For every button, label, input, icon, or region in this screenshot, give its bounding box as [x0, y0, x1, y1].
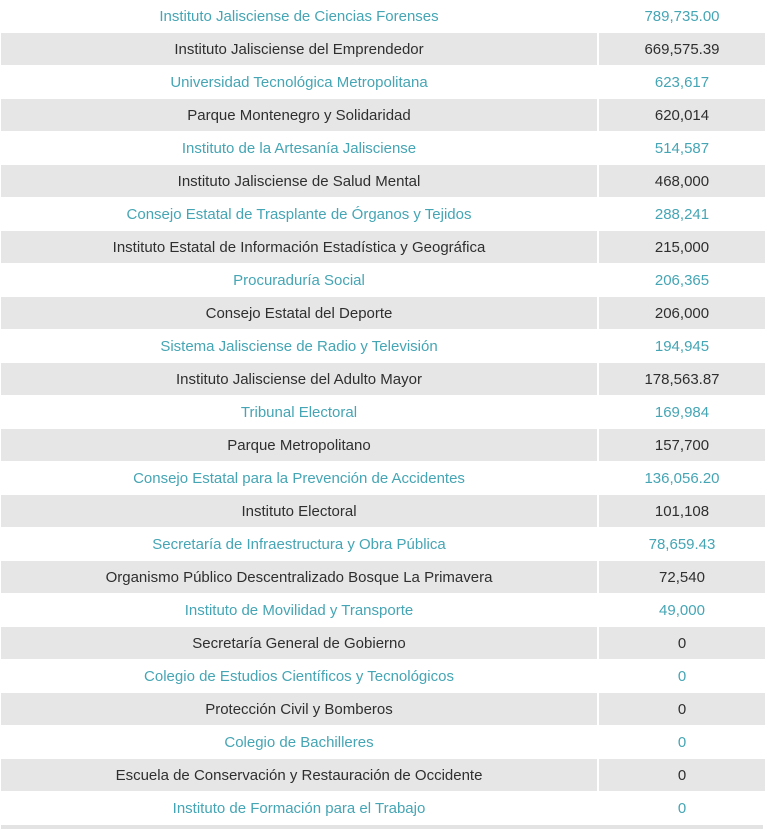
- institution-name-cell: Secretaría de Infraestructura y Obra Pública: [1, 528, 598, 561]
- amount-cell: 623,617: [598, 66, 765, 99]
- table-row: [1, 264, 765, 297]
- table-row: [1, 594, 765, 627]
- institution-name-cell: Sistema Jalisciense de Radio y Televisión: [1, 330, 598, 363]
- institution-name-cell: Instituto de la Artesanía Jalisciense: [1, 132, 598, 165]
- table-row: [1, 759, 765, 792]
- table-row: [1, 165, 765, 198]
- institution-name-cell: Consejo Estatal de Trasplante de Órganos y Tejidos: [1, 198, 598, 231]
- amount-cell: 0: [598, 726, 765, 759]
- amount-cell: 169,984: [598, 396, 765, 429]
- amount-cell: 206,000: [598, 297, 765, 330]
- amount-cell: 72,540: [598, 561, 765, 594]
- institution-name-cell: Instituto Jalisciense del Adulto Mayor: [1, 363, 598, 396]
- amount-cell: 78,659.43: [598, 528, 765, 561]
- table-row: [1, 66, 765, 99]
- institution-name-cell: Tribunal Electoral: [1, 396, 598, 429]
- amount-cell: 206,365: [598, 264, 765, 297]
- amount-cell: 49,000: [598, 594, 765, 627]
- table-row: [1, 792, 765, 825]
- table-row: [1, 627, 765, 660]
- amount-cell: 136,056.20: [598, 462, 765, 495]
- table-row: [1, 33, 765, 66]
- institution-name-cell: Instituto de Formación para el Trabajo: [1, 792, 598, 825]
- institution-name-cell: Instituto de Movilidad y Transporte: [1, 594, 598, 627]
- amount-cell: 0: [598, 792, 765, 825]
- institution-name-cell: Instituto Jalisciense de Ciencias Forenses: [1, 0, 598, 33]
- amount-cell: 468,000: [598, 165, 765, 198]
- amount-cell: 215,000: [598, 231, 765, 264]
- institution-name-cell: Secretaría General de Gobierno: [1, 627, 598, 660]
- table-row: [1, 495, 765, 528]
- institution-name-cell: Instituto Electoral: [1, 495, 598, 528]
- table-row: [1, 561, 765, 594]
- table-row: [1, 429, 765, 462]
- table-row: [1, 693, 765, 726]
- amount-cell: 0: [598, 693, 765, 726]
- institution-name-cell: Protección Civil y Bomberos: [1, 693, 598, 726]
- institution-name-cell: Procuraduría Social: [1, 264, 598, 297]
- amount-cell: 669,575.39: [598, 33, 765, 66]
- table-row: [1, 0, 765, 33]
- table-row: [1, 99, 765, 132]
- table-row: [1, 528, 765, 561]
- institution-name-cell: Colegio de Bachilleres: [1, 726, 598, 759]
- table-row: [1, 231, 765, 264]
- institution-name-cell: Parque Montenegro y Solidaridad: [1, 99, 598, 132]
- institution-name-cell: Colegio de Estudios Científicos y Tecnológicos: [1, 660, 598, 693]
- table-row: [1, 330, 765, 363]
- amount-cell: 0: [598, 627, 765, 660]
- institution-name-cell: Parque Metropolitano: [1, 429, 598, 462]
- institution-name-cell: Organismo Público Descentralizado Bosque La Primavera: [1, 561, 598, 594]
- amount-cell: 157,700: [598, 429, 765, 462]
- amount-cell: 0: [598, 660, 765, 693]
- budget-table: [1, 0, 765, 825]
- amount-cell: 194,945: [598, 330, 765, 363]
- amount-cell: 178,563.87: [598, 363, 765, 396]
- institution-name-cell: Consejo Estatal del Deporte: [1, 297, 598, 330]
- budget-table-container: [1, 0, 763, 829]
- institution-name-cell: Escuela de Conservación y Restauración de Occidente: [1, 759, 598, 792]
- amount-cell: 789,735.00: [598, 0, 765, 33]
- amount-cell: 0: [598, 759, 765, 792]
- institution-name-cell: Consejo Estatal para la Prevención de Accidentes: [1, 462, 598, 495]
- institution-name-cell: Instituto Estatal de Información Estadística y Geográfica: [1, 231, 598, 264]
- institution-name-cell: Instituto Jalisciense del Emprendedor: [1, 33, 598, 66]
- table-body: [1, 0, 765, 825]
- table-row: [1, 462, 765, 495]
- amount-cell: 514,587: [598, 132, 765, 165]
- table-row: [1, 660, 765, 693]
- amount-cell: 620,014: [598, 99, 765, 132]
- table-row: [1, 363, 765, 396]
- amount-cell: 101,108: [598, 495, 765, 528]
- amount-cell: 288,241: [598, 198, 765, 231]
- table-row: [1, 132, 765, 165]
- table-row: [1, 396, 765, 429]
- institution-name-cell: Instituto Jalisciense de Salud Mental: [1, 165, 598, 198]
- table-row: [1, 726, 765, 759]
- table-row: [1, 198, 765, 231]
- institution-name-cell: Universidad Tecnológica Metropolitana: [1, 66, 598, 99]
- table-row: [1, 297, 765, 330]
